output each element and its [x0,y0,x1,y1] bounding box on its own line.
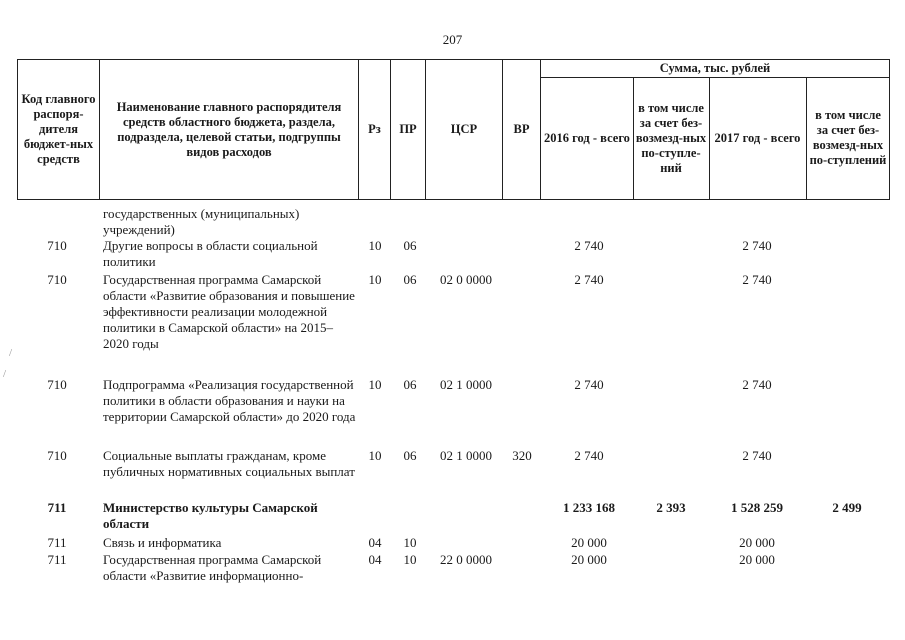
row-pr: 06 [403,448,417,463]
row-code: 710 [47,272,67,287]
row-2017-incl: 2 499 [832,500,862,515]
header-sum: Сумма, тыс. рублей [659,61,771,75]
row-2016-total: 20 000 [571,535,607,550]
row-code: 710 [47,448,67,463]
header-pr: ПР [399,122,417,136]
header-2017-incl: в том числе за счет без-возмезд-ных по-ступлений [809,108,887,167]
col-divider [99,59,100,200]
row-pr: 10 [403,535,417,550]
header-2017-total: 2017 год - всего [714,130,801,145]
row-rz: 10 [368,272,382,287]
row-code: 711 [47,552,67,567]
row-2016-total: 2 740 [574,377,604,392]
row-pr: 06 [403,272,417,287]
row-2017-total: 2 740 [742,377,772,392]
row-name: Подпрограмма «Реализация государственной политики в области образования и науки на территории Самарской области» до 2020 года [103,377,356,424]
row-name: Министерство культуры Самарской области [103,500,318,531]
row-name: Социальные выплаты гражданам, кроме публичных нормативных социальных выплат [103,448,355,479]
row-vr: 320 [512,448,532,463]
row-pr: 06 [403,377,417,392]
row-2016-incl: 2 393 [656,500,686,515]
header-rz: Рз [368,122,381,136]
row-2017-total: 20 000 [739,535,775,550]
row-code: 710 [47,377,67,392]
header-left-border [17,59,18,200]
row-2016-total: 2 740 [574,238,604,253]
col-divider [633,77,634,200]
row-name: государственных (муниципальных) учреждений) [103,206,300,237]
scan-mark: / [9,347,13,359]
row-2016-total: 20 000 [571,552,607,567]
row-pr: 06 [403,238,417,253]
header-right-border [889,59,890,200]
row-rz: 04 [368,552,382,567]
row-2016-total: 2 740 [574,448,604,463]
row-name: Государственная программа Самарской области «Развитие образования и повышение эффективности реализации молодежной политики в Самарской области» на 2015–2020 годы [103,272,355,351]
header-vr: ВР [513,122,530,136]
table-header [17,59,890,200]
row-2016-total: 1 233 168 [563,500,615,515]
header-code: Код главного распоря-дителя бюджет-ных средств [21,92,96,166]
row-name: Государственная программа Самарской области «Развитие информационно- [103,552,322,583]
row-csr: 02 1 0000 [440,377,492,392]
row-2017-total: 2 740 [742,238,772,253]
scan-mark: / [3,368,7,380]
sum-divider [540,77,890,78]
row-2017-total: 2 740 [742,272,772,287]
header-2016-total: 2016 год - всего [544,130,630,145]
header-name: Наименование главного распорядителя средств областного бюджета, раздела, подраздела, целевой статьи, подгруппы видов расходов [116,99,342,159]
row-name: Другие вопросы в области социальной политики [103,238,318,269]
row-csr: 22 0 0000 [440,552,492,567]
page-number: 207 [442,32,463,47]
col-divider [709,77,710,200]
row-code: 710 [47,238,67,253]
row-name: Связь и информатика [103,535,222,550]
row-rz: 10 [368,238,382,253]
col-divider [540,59,541,200]
row-csr: 02 1 0000 [440,448,492,463]
row-2017-total: 1 528 259 [731,500,783,515]
row-csr: 02 0 0000 [440,272,492,287]
header-csr: ЦСР [450,122,478,136]
row-rz: 10 [368,377,382,392]
row-2017-total: 2 740 [742,448,772,463]
row-rz: 10 [368,448,382,463]
row-code: 711 [47,535,67,550]
header-2016-incl: в том числе за счет без-возмезд-ных по-ступле-ний [635,100,707,175]
header-bottom-border [17,199,890,200]
row-code: 711 [47,500,67,515]
row-rz: 04 [368,535,382,550]
col-divider [806,77,807,200]
row-pr: 10 [403,552,417,567]
row-2016-total: 2 740 [574,272,604,287]
row-2017-total: 20 000 [739,552,775,567]
